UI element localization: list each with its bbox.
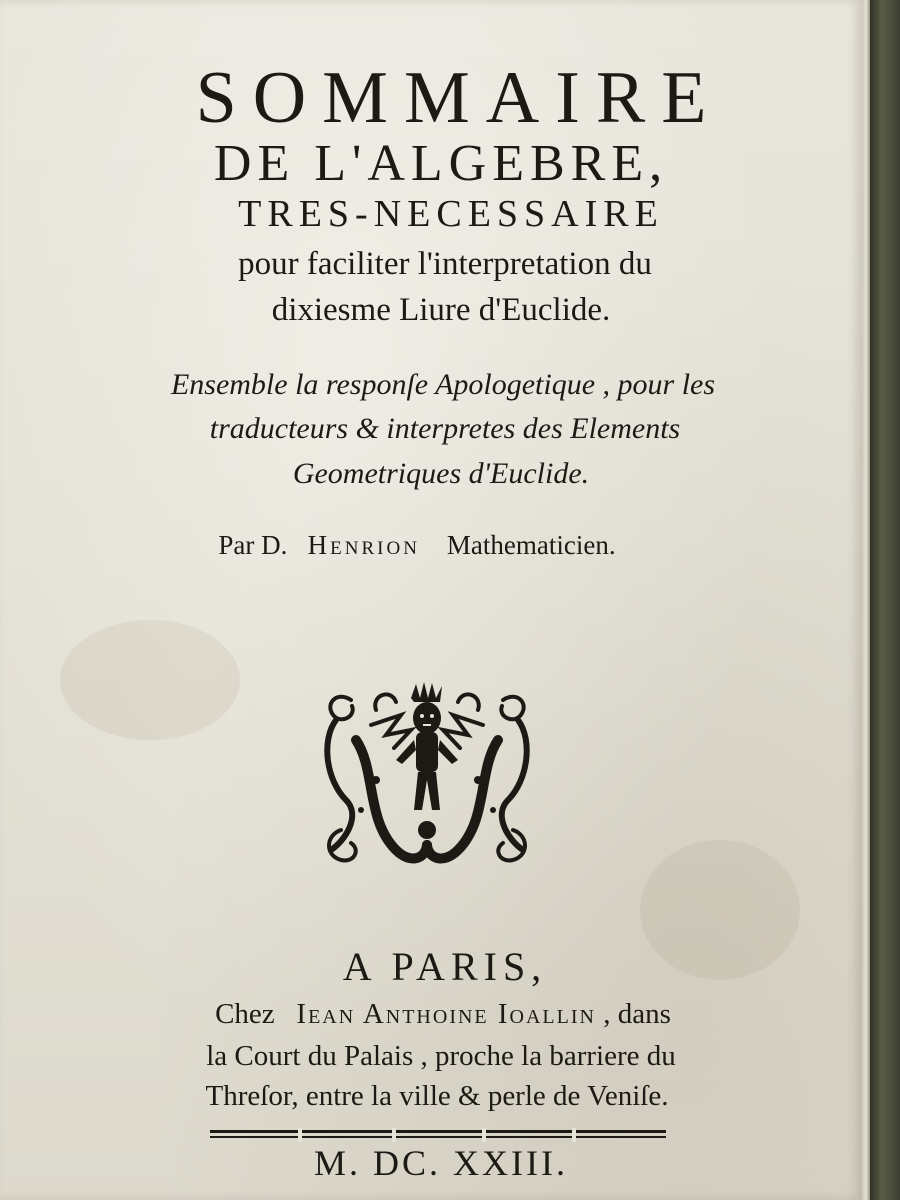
- italic-line-1: Ensemble la responſe Apologetique , pour les: [170, 368, 716, 401]
- address-line-1: la Court du Palais , proche la barriere du: [206, 1040, 676, 1072]
- author-prefix: Par D.: [218, 530, 288, 560]
- publisher-line: [12, 996, 874, 1032]
- author-title: Mathematicien.: [446, 530, 616, 560]
- author-line: [0, 528, 848, 562]
- publisher-prefix: Chez: [215, 998, 275, 1030]
- title-line-2: DE L'ALGEBRE,: [213, 135, 669, 192]
- title-line-3: TRES-NECESSAIRE: [238, 193, 664, 235]
- publication-date: M. DC. XXIII.: [314, 1143, 568, 1183]
- address-line-2: Threſor, entre la ville & perle de Veniſe.: [205, 1080, 669, 1112]
- italic-line-3: Geometriques d'Euclide.: [292, 457, 590, 490]
- publisher-name: Iean Anthoine Ioallin: [296, 998, 596, 1030]
- subtitle-line-1: pour faciliter l'interpretation du: [238, 246, 652, 282]
- italic-line-2: traducteurs & interpretes des Elements: [209, 412, 681, 445]
- imprint-city: A PARIS,: [342, 944, 548, 989]
- author-name: Henrion: [307, 530, 420, 560]
- printers-device-icon: [316, 680, 538, 876]
- binding-fold: [870, 0, 900, 1200]
- subtitle-line-2: dixiesme Liure d'Euclide.: [271, 292, 611, 328]
- publisher-suffix: , dans: [603, 998, 671, 1030]
- title-line-1: SOMMAIRE: [195, 57, 723, 139]
- paper-stain: [60, 620, 240, 740]
- decorative-rule: [210, 1128, 666, 1142]
